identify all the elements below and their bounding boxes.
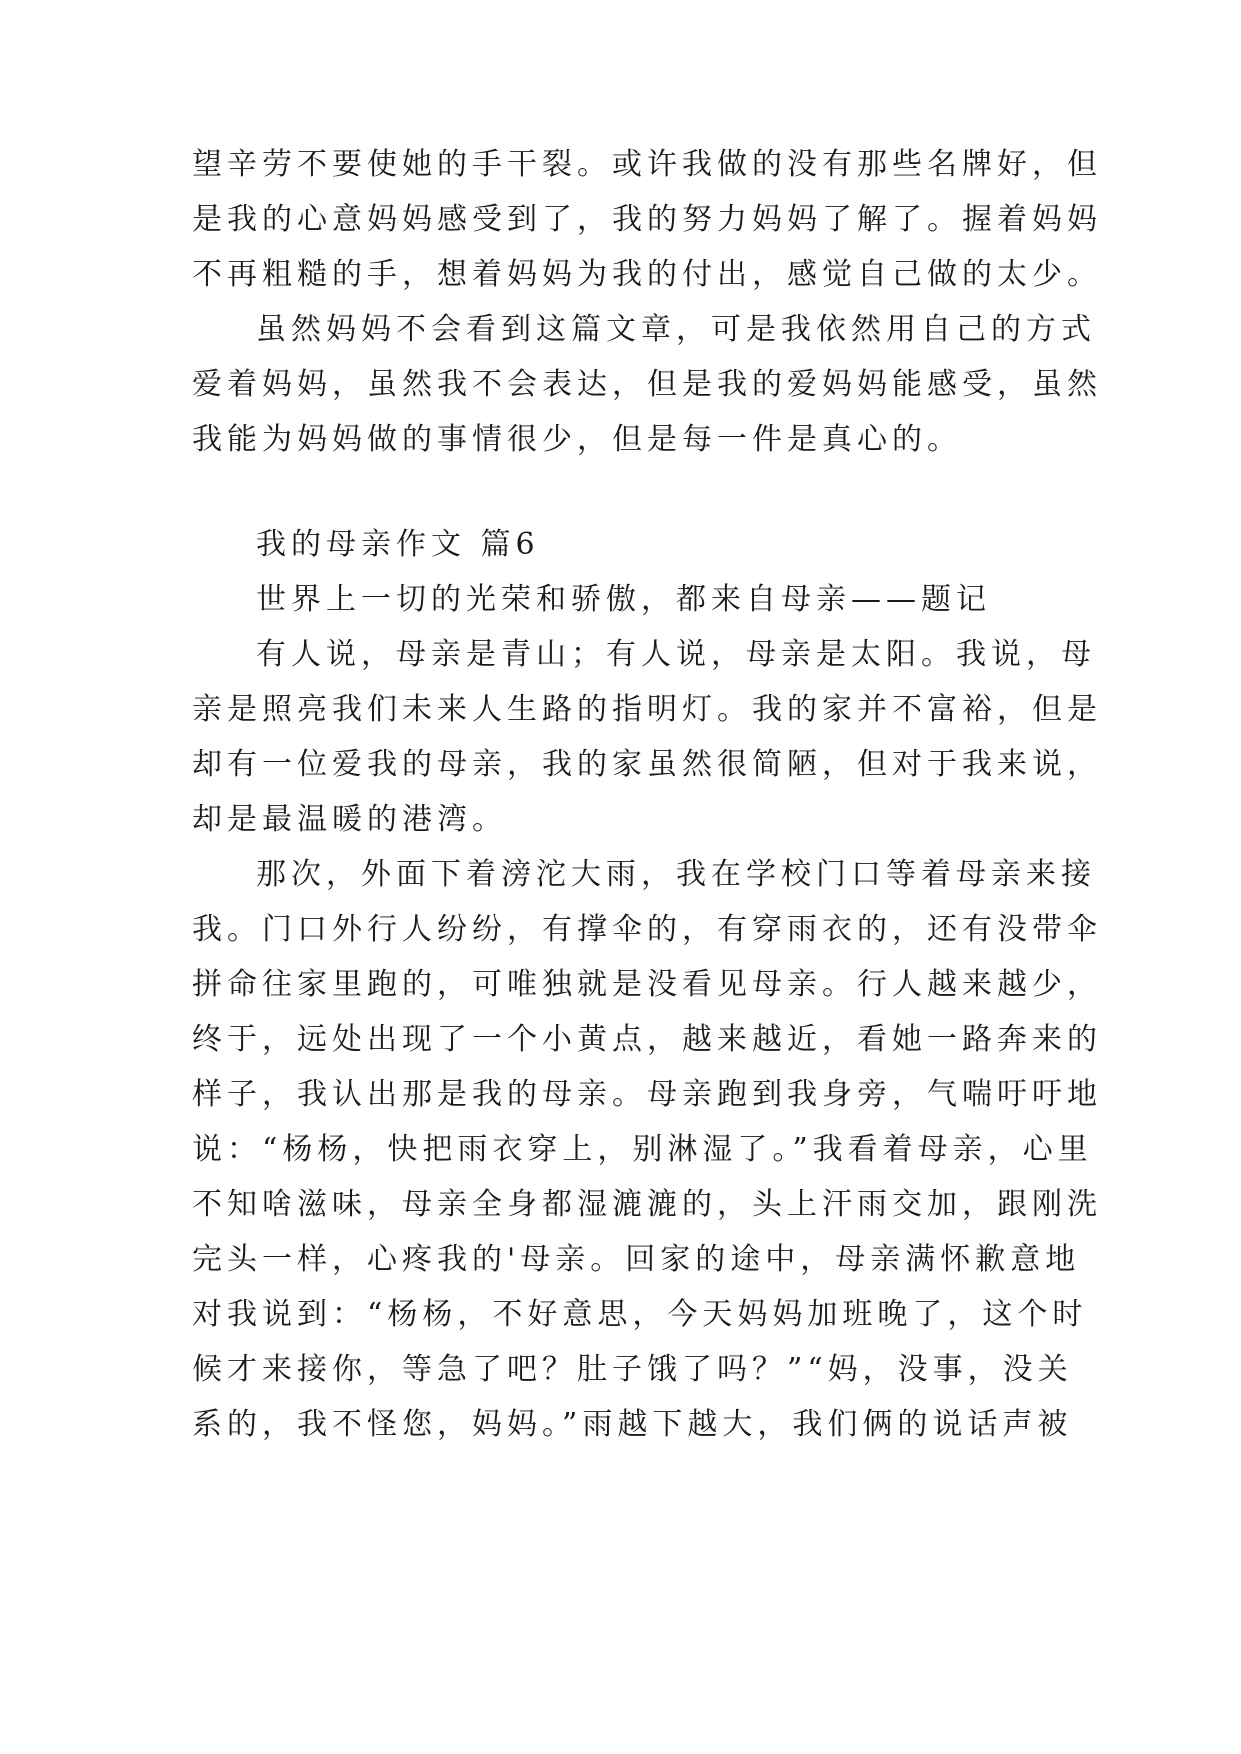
text-line: 不再粗糙的手，想着妈妈为我的付出，感觉自己做的太少。 <box>192 257 1102 292</box>
text-line: 我。门口外行人纷纷，有撑伞的，有穿雨衣的，还有没带伞 <box>192 912 1102 947</box>
text-line: 爱着妈妈，虽然我不会表达，但是我的爱妈妈能感受，虽然 <box>192 367 1102 402</box>
text-line: 不知啥滋味，母亲全身都湿漉漉的，头上汗雨交加，跟刚洗 <box>192 1187 1102 1222</box>
text-line: 对我说到：“杨杨，不好意思，今天妈妈加班晚了，这个时 <box>192 1297 1088 1332</box>
text-line: 终于，远处出现了一个小黄点，越来越近，看她一路奔来的 <box>192 1022 1102 1057</box>
text-line: 样子，我认出那是我的母亲。母亲跑到我身旁，气喘吁吁地 <box>192 1077 1102 1112</box>
text-line: 完头一样，心疼我的'母亲。回家的途中，母亲满怀歉意地 <box>192 1242 1081 1277</box>
text-line: 虽然妈妈不会看到这篇文章，可是我依然用自己的方式 <box>256 312 1096 347</box>
text-line: 说：“杨杨，快把雨衣穿上，别淋湿了。”我看着母亲，心里 <box>192 1132 1093 1167</box>
text-line: 候才来接你，等急了吧？肚子饿了吗？”“妈，没事，没关 <box>192 1352 1073 1387</box>
text-line: 是我的心意妈妈感受到了，我的努力妈妈了解了。握着妈妈 <box>192 202 1102 237</box>
text-line: 拼命往家里跑的，可唯独就是没看见母亲。行人越来越少， <box>192 967 1102 1002</box>
text-line: 却有一位爱我的母亲，我的家虽然很简陋，但对于我来说， <box>192 747 1102 782</box>
text-line: 那次，外面下着滂沱大雨，我在学校门口等着母亲来接 <box>256 857 1096 892</box>
text-line: 亲是照亮我们未来人生路的指明灯。我的家并不富裕，但是 <box>192 692 1102 727</box>
section-heading: 我的母亲作文 篇6 <box>256 527 540 562</box>
text-line: 系的，我不怪您，妈妈。”雨越下越大，我们俩的说话声被 <box>192 1407 1073 1442</box>
text-line: 我能为妈妈做的事情很少，但是每一件是真心的。 <box>192 422 962 457</box>
epigraph: 世界上一切的光荣和骄傲，都来自母亲——题记 <box>256 582 991 617</box>
text-line: 却是最温暖的港湾。 <box>192 802 507 837</box>
text-line: 望辛劳不要使她的手干裂。或许我做的没有那些名牌好，但 <box>192 147 1102 182</box>
text-line: 有人说，母亲是青山；有人说，母亲是太阳。我说，母 <box>256 637 1096 672</box>
